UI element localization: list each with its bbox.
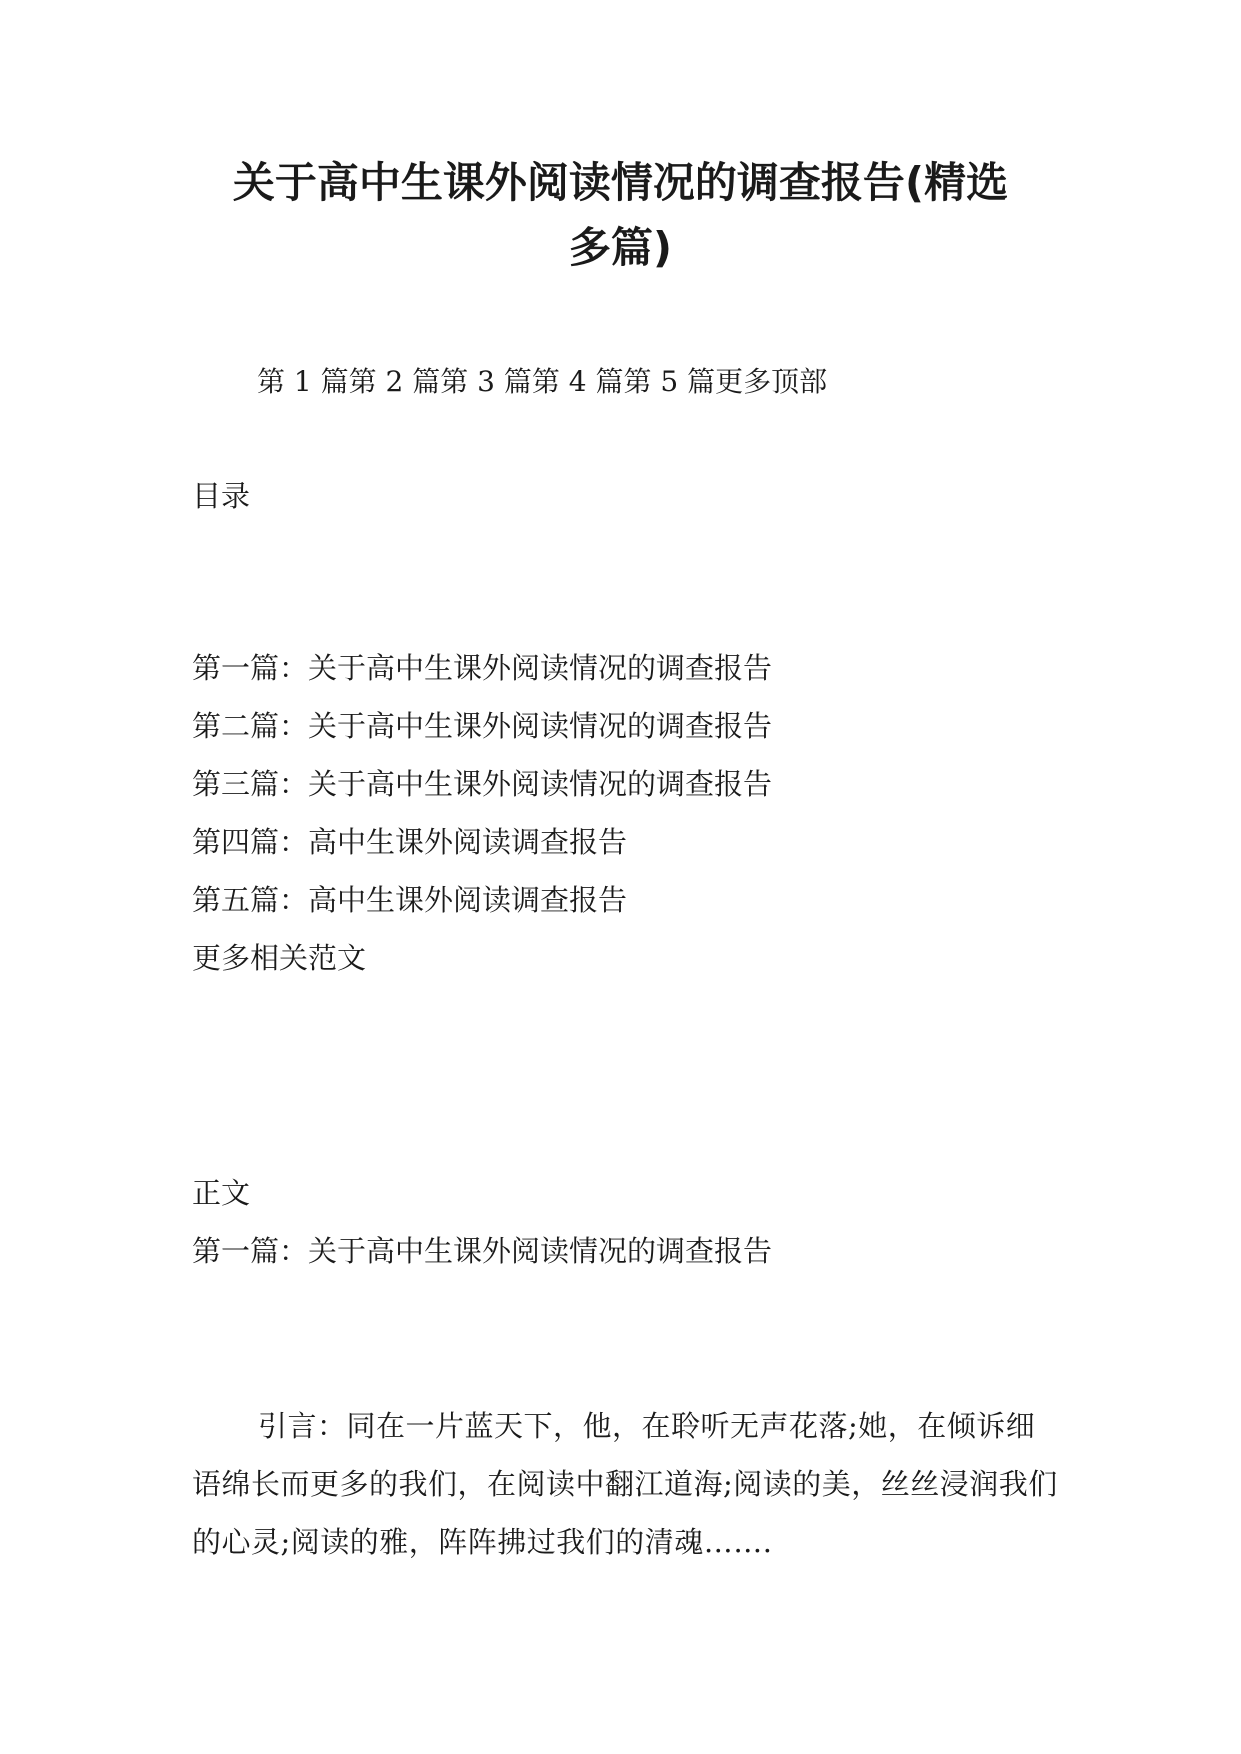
nav-link-article-3[interactable]: 第 3 篇 bbox=[440, 365, 532, 398]
nav-link-article-2[interactable]: 第 2 篇 bbox=[348, 365, 441, 398]
nav-link-top[interactable]: 顶部 bbox=[771, 365, 828, 398]
nav-link-article-1[interactable]: 第 1 篇 bbox=[257, 365, 349, 398]
intro-paragraph: 引言：同在一片蓝天下，他，在聆听无声花落;她，在倾诉细语绵长而更多的我们，在阅读中翻江道海;阅读的美，丝丝浸润我们的心灵;阅读的雅，阵阵拂过我们的清魂……. bbox=[192, 1409, 1058, 1559]
nav-link-article-4[interactable]: 第 4 篇 bbox=[531, 365, 624, 398]
toc-more-link[interactable]: 更多相关范文 bbox=[192, 941, 367, 975]
nav-link-more[interactable]: 更多 bbox=[715, 365, 772, 398]
toc-item-1[interactable]: 第一篇：关于高中生课外阅读情况的调查报告 bbox=[192, 651, 773, 685]
section-title: 第一篇：关于高中生课外阅读情况的调查报告 bbox=[192, 1234, 773, 1268]
toc-item-3[interactable]: 第三篇：关于高中生课外阅读情况的调查报告 bbox=[192, 767, 773, 801]
article-nav bbox=[257, 362, 827, 402]
toc-item-4[interactable]: 第四篇：高中生课外阅读调查报告 bbox=[192, 825, 628, 859]
toc-item-2[interactable]: 第二篇：关于高中生课外阅读情况的调查报告 bbox=[192, 709, 773, 743]
nav-link-article-5[interactable]: 第 5 篇 bbox=[623, 365, 716, 398]
document-title-line-1: 关于高中生课外阅读情况的调查报告(精选 bbox=[232, 158, 1009, 207]
body-heading: 正文 bbox=[192, 1176, 251, 1210]
toc-heading: 目录 bbox=[192, 479, 251, 513]
toc-item-5[interactable]: 第五篇：高中生课外阅读调查报告 bbox=[192, 883, 628, 917]
document-title-line-2: 多篇) bbox=[568, 223, 673, 272]
